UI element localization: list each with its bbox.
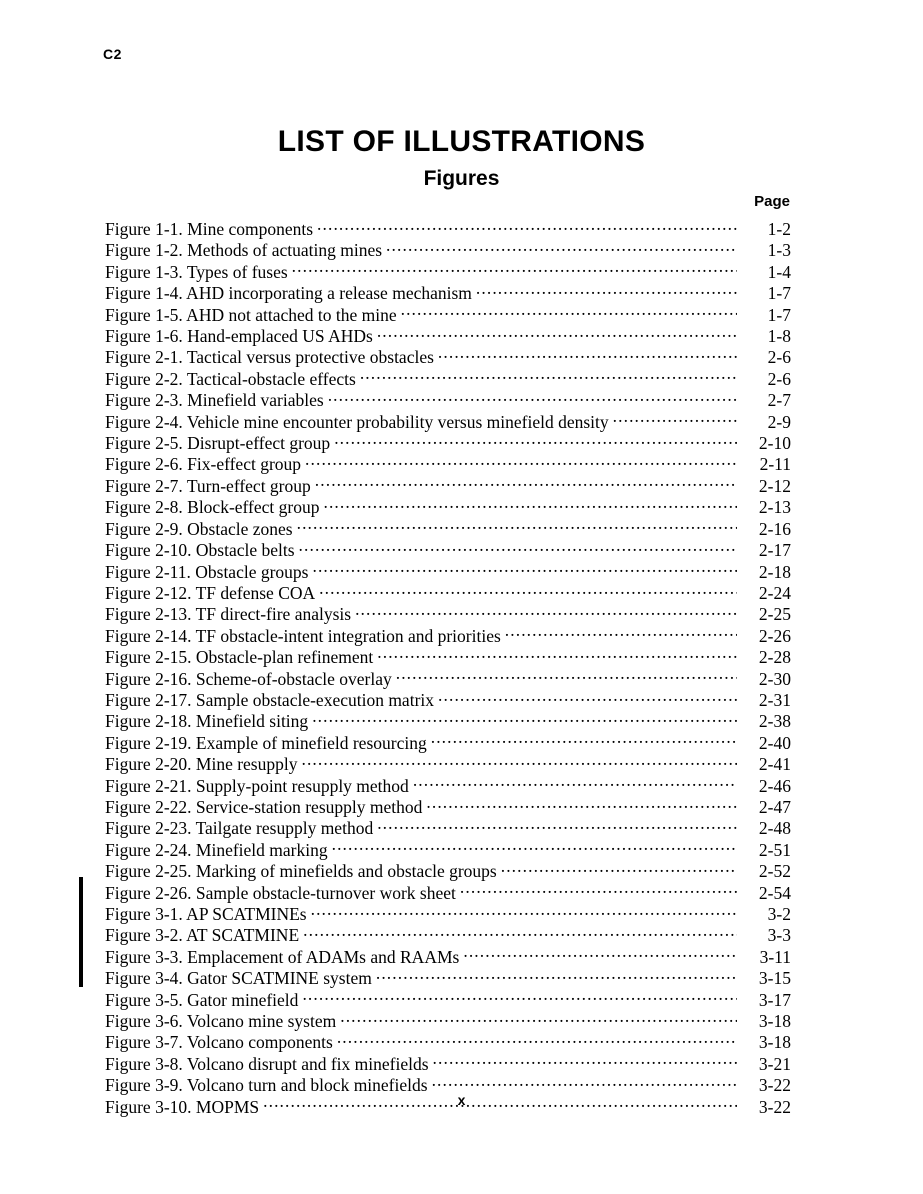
toc-entry[interactable] xyxy=(105,797,791,818)
toc-leader-dots xyxy=(315,477,737,492)
toc-entry[interactable] xyxy=(105,583,791,604)
toc-entry-label: Figure 3-4. Gator SCATMINE system xyxy=(105,968,372,989)
toc-leader-dots xyxy=(328,391,737,406)
toc-entry-page: 3-15 xyxy=(758,968,791,989)
toc-leader-dots xyxy=(401,306,737,321)
toc-entry[interactable] xyxy=(105,925,791,946)
toc-entry[interactable] xyxy=(105,990,791,1011)
toc-leader-dots xyxy=(431,734,737,749)
toc-entry-label: Figure 2-26. Sample obstacle-turnover work sheet xyxy=(105,882,456,903)
toc-entry-page: 2-16 xyxy=(758,518,791,539)
toc-entry-page: 1-7 xyxy=(767,304,791,325)
toc-entry-page: 1-2 xyxy=(767,219,791,239)
toc-entry[interactable] xyxy=(105,369,791,390)
toc-leader-dots xyxy=(302,991,737,1006)
toc-entry-page: 1-3 xyxy=(767,240,791,261)
toc-entry-page: 3-18 xyxy=(758,1032,791,1053)
toc-entry-page: 2-52 xyxy=(758,861,791,882)
toc-entry-label: Figure 2-7. Turn-effect group xyxy=(105,475,311,496)
toc-entry-page: 3-3 xyxy=(767,925,791,946)
toc-entry[interactable] xyxy=(105,733,791,754)
toc-entry-page: 2-47 xyxy=(758,796,791,817)
toc-entry-label: Figure 2-11. Obstacle groups xyxy=(105,561,309,582)
toc-entry-page: 1-7 xyxy=(767,283,791,304)
toc-entry-label: Figure 3-6. Volcano mine system xyxy=(105,1011,337,1032)
toc-entry-label: Figure 2-22. Service-station resupply method xyxy=(105,796,423,817)
toc-entry-page: 2-11 xyxy=(759,454,791,475)
toc-leader-dots xyxy=(317,220,737,235)
toc-entry-label: Figure 2-5. Disrupt-effect group xyxy=(105,433,331,454)
toc-entry-page: 1-4 xyxy=(767,261,791,282)
toc-entry-page: 2-10 xyxy=(758,433,791,454)
toc-entry-label: Figure 3-8. Volcano disrupt and fix minefields xyxy=(105,1053,429,1074)
toc-entry-label: Figure 2-20. Mine resupply xyxy=(105,754,298,775)
toc-entry-page: 3-11 xyxy=(759,946,791,967)
toc-leader-dots xyxy=(476,284,737,299)
toc-entry-label: Figure 2-12. TF defense COA xyxy=(105,582,316,603)
toc-entry-page: 2-18 xyxy=(758,561,791,582)
toc-leader-dots xyxy=(377,819,737,834)
page-folio: x xyxy=(457,1092,466,1108)
toc-entry[interactable] xyxy=(105,412,791,433)
toc-leader-dots xyxy=(319,584,737,599)
toc-leader-dots xyxy=(386,241,737,256)
toc-leader-dots xyxy=(413,777,737,792)
toc-entry-page: 2-9 xyxy=(767,411,791,432)
toc-entry-label: Figure 2-15. Obstacle-plan refinement xyxy=(105,647,374,668)
toc-entry-label: Figure 2-1. Tactical versus protective obstacles xyxy=(105,347,434,368)
toc-leader-dots xyxy=(311,905,737,920)
toc-entry[interactable] xyxy=(105,433,791,454)
toc-leader-dots xyxy=(376,969,737,984)
toc-entry[interactable] xyxy=(105,690,791,711)
toc-entry-page: 2-38 xyxy=(758,711,791,732)
page-column-header: Page xyxy=(754,193,790,210)
toc-leader-dots xyxy=(501,862,737,877)
toc-entry-page: 3-21 xyxy=(758,1053,791,1074)
toc-entry-label: Figure 1-4. AHD incorporating a release mechanism xyxy=(105,283,472,304)
toc-leader-dots xyxy=(460,884,737,899)
toc-entry-label: Figure 2-16. Scheme-of-obstacle overlay xyxy=(105,668,392,689)
toc-leader-dots xyxy=(613,413,737,428)
toc-entry[interactable] xyxy=(105,476,791,497)
toc-entry-label: Figure 1-3. Types of fuses xyxy=(105,261,288,282)
toc-entry-page: 2-30 xyxy=(758,668,791,689)
toc-entry[interactable] xyxy=(105,754,791,775)
toc-entry-label: Figure 2-18. Minefield siting xyxy=(105,711,309,732)
toc-entry[interactable] xyxy=(105,861,791,882)
toc-entry-label: Figure 2-10. Obstacle belts xyxy=(105,540,295,561)
toc-leader-dots xyxy=(323,498,737,513)
toc-entry-page: 2-6 xyxy=(767,347,791,368)
toc-entry[interactable] xyxy=(105,326,791,347)
toc-entry[interactable] xyxy=(105,390,791,411)
toc-leader-dots xyxy=(377,648,737,663)
toc-entry[interactable] xyxy=(105,669,791,690)
toc-leader-dots xyxy=(432,1076,737,1091)
page-title: LIST OF ILLUSTRATIONS xyxy=(277,125,646,158)
toc-entry-label: Figure 2-8. Block-effect group xyxy=(105,497,320,518)
toc-leader-dots xyxy=(355,605,737,620)
toc-entry-page: 2-46 xyxy=(758,775,791,796)
toc-entry-label: Figure 3-9. Volcano turn and block minefields xyxy=(105,1075,428,1096)
toc-entry[interactable] xyxy=(105,219,791,240)
toc-leader-dots xyxy=(438,691,737,706)
toc-entry-page: 1-8 xyxy=(767,326,791,347)
toc-entry[interactable] xyxy=(105,497,791,518)
toc-leader-dots xyxy=(438,348,737,363)
toc-entry-page: 3-2 xyxy=(767,904,791,924)
toc-entry[interactable] xyxy=(105,818,791,839)
toc-entry[interactable] xyxy=(105,947,791,968)
toc-entry-page: 2-13 xyxy=(758,497,791,518)
toc-entry[interactable] xyxy=(105,883,791,904)
toc-leader-dots xyxy=(426,798,737,813)
toc-entry-page: 2-41 xyxy=(758,754,791,775)
toc-entry-page: 2-12 xyxy=(758,475,791,496)
toc-entry-label: Figure 3-3. Emplacement of ADAMs and RAAMs xyxy=(105,946,460,967)
toc-entry[interactable] xyxy=(105,262,791,283)
toc-entry-label: Figure 2-19. Example of minefield resourcing xyxy=(105,732,427,753)
toc-entry-label: Figure 3-7. Volcano components xyxy=(105,1032,333,1053)
toc-entry-label: Figure 2-9. Obstacle zones xyxy=(105,518,293,539)
toc-entry-label: Figure 3-2. AT SCATMINE xyxy=(105,925,300,946)
toc-entry[interactable] xyxy=(105,647,791,668)
toc-entry-label: Figure 2-14. TF obstacle-intent integration and priorities xyxy=(105,625,501,646)
toc-leader-dots xyxy=(297,520,737,535)
toc-entry-label: Figure 1-2. Methods of actuating mines xyxy=(105,240,383,261)
toc-entry-label: Figure 3-1. AP SCATMINEs xyxy=(105,904,307,924)
toc-entry-label: Figure 2-21. Supply-point resupply method xyxy=(105,775,409,796)
toc-leader-dots xyxy=(360,370,737,385)
change-bar xyxy=(79,877,83,987)
toc-entry-page: 2-40 xyxy=(758,732,791,753)
toc-entry-label: Figure 2-13. TF direct-fire analysis xyxy=(105,604,352,625)
toc-entry-page: 2-54 xyxy=(758,882,791,903)
toc-leader-dots xyxy=(312,563,737,578)
toc-entry[interactable] xyxy=(105,240,791,261)
toc-entry[interactable] xyxy=(105,454,791,475)
toc-entry-page: 2-6 xyxy=(767,368,791,389)
title-block xyxy=(0,125,923,191)
toc-leader-dots xyxy=(340,1012,737,1027)
toc-leader-dots xyxy=(303,926,737,941)
toc-entry-label: Figure 2-2. Tactical-obstacle effects xyxy=(105,368,356,389)
toc-entry[interactable] xyxy=(105,904,791,925)
toc-entry[interactable] xyxy=(105,519,791,540)
toc-entry[interactable] xyxy=(105,540,791,561)
page-subtitle: Figures xyxy=(423,167,500,190)
toc-leader-dots xyxy=(312,712,737,727)
toc-leader-dots xyxy=(396,670,737,685)
toc-entry[interactable] xyxy=(105,840,791,861)
toc-leader-dots xyxy=(505,627,737,642)
toc-entry[interactable] xyxy=(105,1054,791,1075)
toc-entry[interactable] xyxy=(105,305,791,326)
toc-leader-dots xyxy=(337,1033,737,1048)
toc-entry-label: Figure 3-5. Gator minefield xyxy=(105,989,299,1010)
toc-leader-dots xyxy=(463,948,737,963)
toc-entry[interactable] xyxy=(105,968,791,989)
toc-entry-label: Figure 2-6. Fix-effect group xyxy=(105,454,302,475)
toc-leader-dots xyxy=(299,541,737,556)
toc-entry-label: Figure 1-5. AHD not attached to the mine xyxy=(105,304,397,325)
toc-entry-page: 3-22 xyxy=(758,1075,791,1096)
toc-leader-dots xyxy=(305,455,737,470)
toc-entry-page: 2-25 xyxy=(758,604,791,625)
toc-entry[interactable] xyxy=(105,711,791,732)
toc-entry[interactable] xyxy=(105,1032,791,1053)
toc-entry-page: 2-48 xyxy=(758,818,791,839)
toc-entry-page: 2-28 xyxy=(758,647,791,668)
toc-entry-label: Figure 1-6. Hand-emplaced US AHDs xyxy=(105,326,373,347)
toc-entry-page: 3-22 xyxy=(758,1096,791,1117)
toc-entry-label: Figure 2-25. Marking of minefields and obstacle groups xyxy=(105,861,497,882)
toc-entry-label: Figure 2-24. Minefield marking xyxy=(105,839,328,860)
toc-leader-dots xyxy=(292,263,737,278)
toc-leader-dots xyxy=(433,1055,737,1070)
toc-entry-page: 2-31 xyxy=(758,689,791,710)
toc-entry-page: 3-18 xyxy=(758,1011,791,1032)
change-marker: C2 xyxy=(103,46,122,62)
toc-leader-dots xyxy=(377,327,737,342)
toc-entry-page: 2-17 xyxy=(758,540,791,561)
toc-entry-page: 2-26 xyxy=(758,625,791,646)
toc-leader-dots xyxy=(301,755,737,770)
toc-entry-page: 2-7 xyxy=(767,390,791,411)
toc-entry-label: Figure 2-3. Minefield variables xyxy=(105,390,324,411)
toc-entry-page: 3-17 xyxy=(758,989,791,1010)
toc-entry-page: 2-24 xyxy=(758,582,791,603)
toc-entry-label: Figure 3-10. MOPMS xyxy=(105,1096,260,1117)
toc-entry-page: 2-51 xyxy=(758,839,791,860)
toc-entry-label: Figure 2-4. Vehicle mine encounter probability versus minefield density xyxy=(105,411,609,432)
toc-entry[interactable] xyxy=(105,347,791,368)
toc-entry[interactable] xyxy=(105,283,791,304)
toc-entry-label: Figure 2-17. Sample obstacle-execution matrix xyxy=(105,689,435,710)
toc-leader-dots xyxy=(334,434,737,449)
toc-entry[interactable] xyxy=(105,604,791,625)
toc-entry[interactable] xyxy=(105,626,791,647)
toc-leader-dots xyxy=(332,841,737,856)
toc-entry[interactable] xyxy=(105,1011,791,1032)
toc-entry[interactable] xyxy=(105,562,791,583)
toc-entry-label: Figure 2-23. Tailgate resupply method xyxy=(105,818,374,839)
toc-entry-label: Figure 1-1. Mine components xyxy=(105,219,314,239)
toc-entry[interactable] xyxy=(105,776,791,797)
list-of-illustrations xyxy=(105,219,791,1118)
